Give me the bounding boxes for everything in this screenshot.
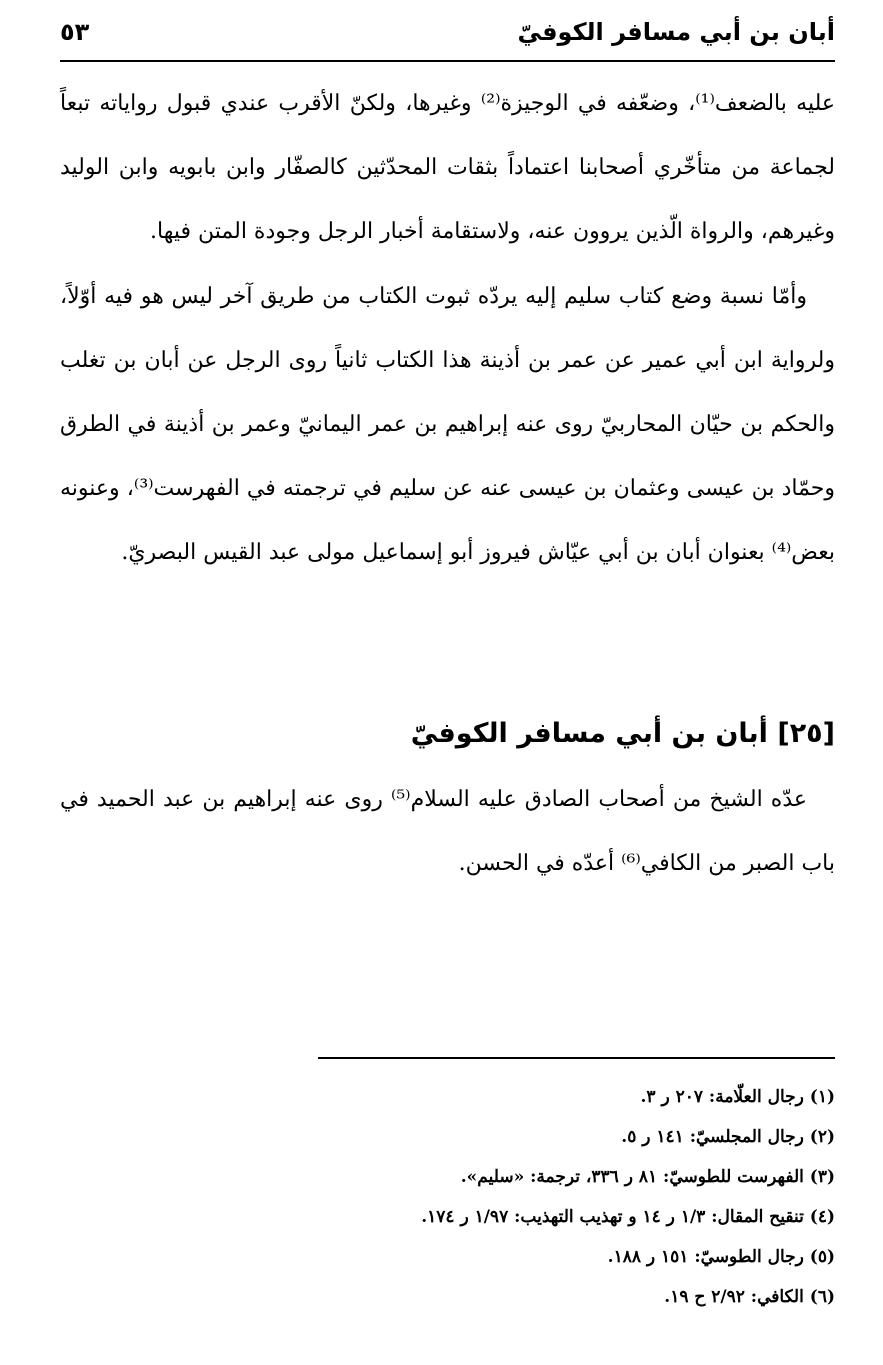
footnote-rule <box>318 1057 835 1059</box>
footnote: (٤) تنقيح المقال: ١/٣ ر ١٤ و تهذيب التهذيب: ١/٩٧ ر ١٧٤. <box>421 1207 835 1227</box>
entry-body <box>60 768 835 896</box>
footnotes-list <box>60 1077 835 1317</box>
paragraph-book-attribution: وأمّا نسبة وضع كتاب سليم إليه يردّه ثبوت الكتاب من طريق آخر ليس هو فيه أوّلاً، ولرواية ابن أبي عمير عن عمر بن أذينة هذا الكتاب ثانياً روى الرجل عن أبان بن تغلب والحكم بن حيّان المحاربيّ روى عنه إبراهيم بن عمر اليمانيّ وعمر بن أذينة في الطرق وحمّاد بن عيسى وعثمان بن عيسى عنه عن سليم في ترجمته في الفهرست⁽³⁾، وعنونه بعض⁽⁴⁾ بعنوان أبان بن أبي عيّاش فيروز أبو إسماعيل مولى عبد القيس البصريّ. <box>60 283 836 566</box>
footnote: (٢) رجال المجلسيّ: ١٤١ ر ٥. <box>621 1127 835 1147</box>
header-rule <box>60 60 835 62</box>
main-text <box>60 72 835 586</box>
entry-heading: [٢٥] أبان بن أبي مسافر الكوفيّ <box>410 718 835 749</box>
footnote: (٥) رجال الطوسيّ: ١٥١ ر ١٨٨. <box>607 1247 835 1267</box>
footnote: (٦) الكافي: ٢/٩٢ ح ١٩. <box>664 1287 835 1307</box>
entry-text: عدّه الشيخ من أصحاب الصادق عليه السلام⁽⁵⁾ روى عنه إبراهيم بن عبد الحميد في باب الصبر من الكافي⁽⁶⁾ أعدّه في الحسن. <box>60 787 835 877</box>
paragraph-continuation: عليه بالضعف⁽¹⁾، وضعّفه في الوجيزة⁽²⁾ وغيرها، ولكنّ الأقرب عندي قبول رواياته تبعاً لجماعة من متأخّري أصحابنا اعتماداً بثقات المحدّثين كالصفّار وابن بابويه وابن الوليد وغيرهم، والرواة الّذين يروون عنه، ولاستقامة أخبار الرجل وجودة المتن فيها. <box>60 91 836 245</box>
page-header <box>60 14 835 58</box>
footnote: (٣) الفهرست للطوسيّ: ٨١ ر ٣٣٦، ترجمة: «سليم». <box>460 1167 835 1187</box>
running-title: أبان بن أبي مسافر الكوفيّ <box>517 18 835 46</box>
page-number: ٥٣ <box>60 18 90 46</box>
footnote: (١) رجال العلّامة: ٢٠٧ ر ٣. <box>640 1087 835 1107</box>
